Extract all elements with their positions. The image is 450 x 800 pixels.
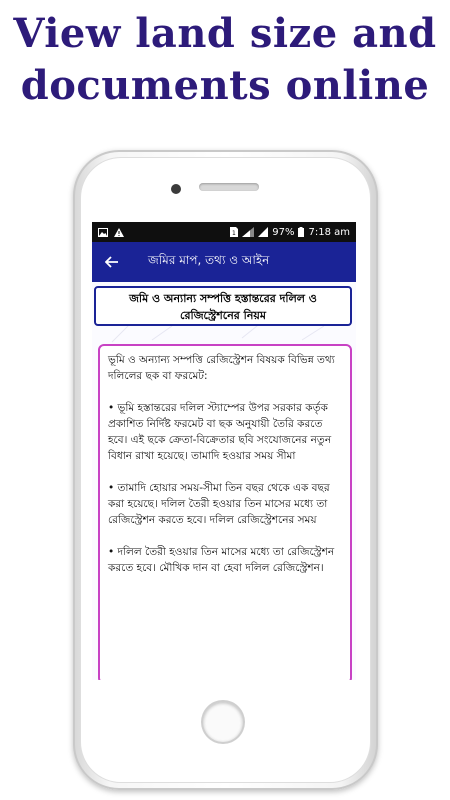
article-paragraph: ভূমি ও অন্যান্য সম্পত্তি রেজিস্ট্রেশন বিষয়ক বিভিন্ন তথ্য দলিলের ছক বা ফরমেট: — [108, 354, 335, 382]
battery-percent: 97% — [272, 226, 295, 238]
signal-icon — [242, 227, 254, 237]
article-body[interactable] — [98, 344, 352, 680]
app-bar-title: জমির মাপ, তথ্য ও আইন — [148, 253, 270, 267]
app-bar — [92, 242, 356, 282]
sim-icon — [230, 227, 238, 237]
home-button[interactable] — [203, 702, 243, 742]
promo-line-2: documents online — [20, 62, 430, 109]
promo-headline — [0, 8, 450, 112]
earpiece-speaker — [199, 183, 259, 191]
battery-icon — [298, 227, 304, 237]
warning-icon — [114, 228, 124, 237]
image-notification-icon — [98, 228, 108, 237]
article-paragraph: • ভূমি হস্তান্তরের দলিল স্ট্যাম্পের উপর সরকার কর্তৃক প্রকাশিত নির্দিষ্ট ফরমেট বা ছক অনুযায়ী তৈরি করতে হবে। এই ছকে ক্রেতা-বিক্রেতার ছবি সংযোজনের নতুন বিধান রাখা হয়েছে। তামাদি হওয়ার সময় সীমা — [108, 402, 332, 462]
article-paragraph: • দলিল তৈরী হওয়ার তিন মাসের মধ্যে তা রেজিস্ট্রেশন করতে হবে। মৌখিক দান বা হেবা দলিল রেজিস্ট্রেশন। — [108, 546, 335, 574]
promo-line-1: View land size and — [13, 10, 437, 57]
svg-text:1: 1 — [232, 230, 237, 237]
article-heading: জমি ও অন্যান্য সম্পত্তি হস্তান্তরের দলিল ও রেজিস্ট্রেশনের নিয়ম — [94, 286, 352, 326]
phone-screen — [92, 222, 356, 680]
back-arrow-icon[interactable] — [102, 252, 122, 272]
signal-icon-2 — [258, 227, 268, 237]
clock-time: 7:18 am — [308, 226, 350, 238]
status-bar — [92, 222, 356, 242]
article-paragraph: • তামাদি হোয়ার সময়-সীমা তিন বছর থেকে এক বছর করা হয়েছে। দলিল তৈরী হওয়ার তিন মাসের মধ্যে তা রেজিস্ট্রেশন করতে হবে। দলিল রেজিস্ট্রেশনের সময় — [108, 482, 330, 526]
front-camera — [171, 184, 181, 194]
